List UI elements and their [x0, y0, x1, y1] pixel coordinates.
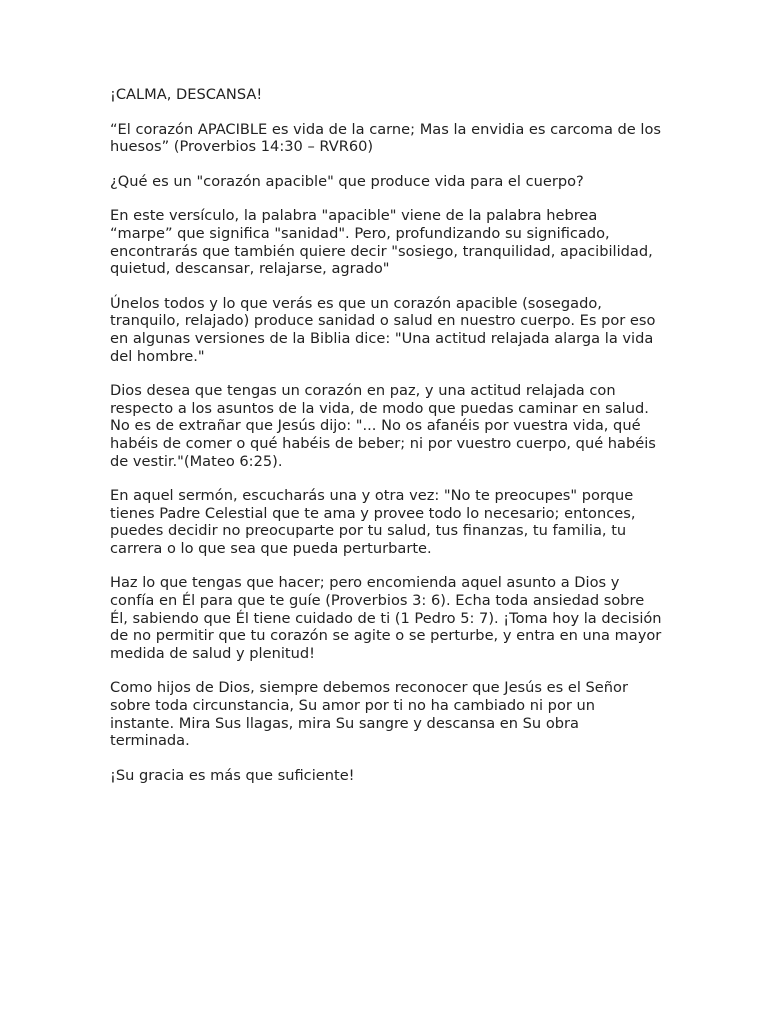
- paragraph-summary: Únelos todos y lo que verás es que un corazón apacible (sosegado, tranquilo, relajado) produce sanidad o salud en nuestro cuerpo. Es por eso en algunas versiones de la Biblia dice: "Una actitud relajada alarga la vida del hombre.": [110, 294, 656, 365]
- paragraph-verse: “El corazón APACIBLE es vida de la carne; Mas la envidia es carcoma de los huesos” (Proverbios 14:30 – RVR60): [110, 120, 662, 156]
- paragraph-children: Como hijos de Dios, siempre debemos reconocer que Jesús es el Señor sobre toda circunstancia, Su amor por ti no ha cambiado ni por un instante. Mira Sus llagas, mira Su sangre y descansa en Su obra terminada.: [110, 679, 628, 750]
- paragraph-peace: Dios desea que tengas un corazón en paz, y una actitud relajada con respecto a los asuntos de la vida, de modo que puedas caminar en salud. No es de extrañar que Jesús dijo: "... No os afanéis por vuestra vida, qué habéis de comer o qué habéis de beber; ni por vuestro cuerpo, qué habéis de vestir."(Mateo 6:25).: [110, 382, 656, 470]
- paragraph-trust: Haz lo que tengas que hacer; pero encomienda aquel asunto a Dios y confía en Él para que te guíe (Proverbios 3: 6). Echa toda ansiedad sobre Él, sabiendo que Él tiene cuidado de ti (1 Pedro 5: 7). ¡Toma hoy la decisión de no permitir que tu corazón se agite o se perturbe, y entra en una mayor medida de salud y plenitud!: [110, 574, 662, 662]
- paragraph-question: ¿Qué es un "corazón apacible" que produce vida para el cuerpo?: [110, 172, 584, 190]
- document-page: [110, 86, 662, 801]
- paragraph-grace: ¡Su gracia es más que suficiente!: [110, 766, 355, 784]
- paragraph-meaning: En este versículo, la palabra "apacible" viene de la palabra hebrea “marpe” que significa "sanidad". Pero, profundizando su significado, encontrarás que también quiere decir "sosiego, tranquilidad, apacibilidad, quietud, descansar, relajarse, agrado": [110, 207, 653, 278]
- document-title: ¡CALMA, DESCANSA!: [110, 86, 263, 103]
- paragraph-sermon: En aquel sermón, escucharás una y otra vez: "No te preocupes" porque tienes Padre Celestial que te ama y provee todo lo necesario; entonces, puedes decidir no preocuparte por tu salud, tus finanzas, tu familia, tu carrera o lo que sea que pueda perturbarte.: [110, 487, 636, 557]
